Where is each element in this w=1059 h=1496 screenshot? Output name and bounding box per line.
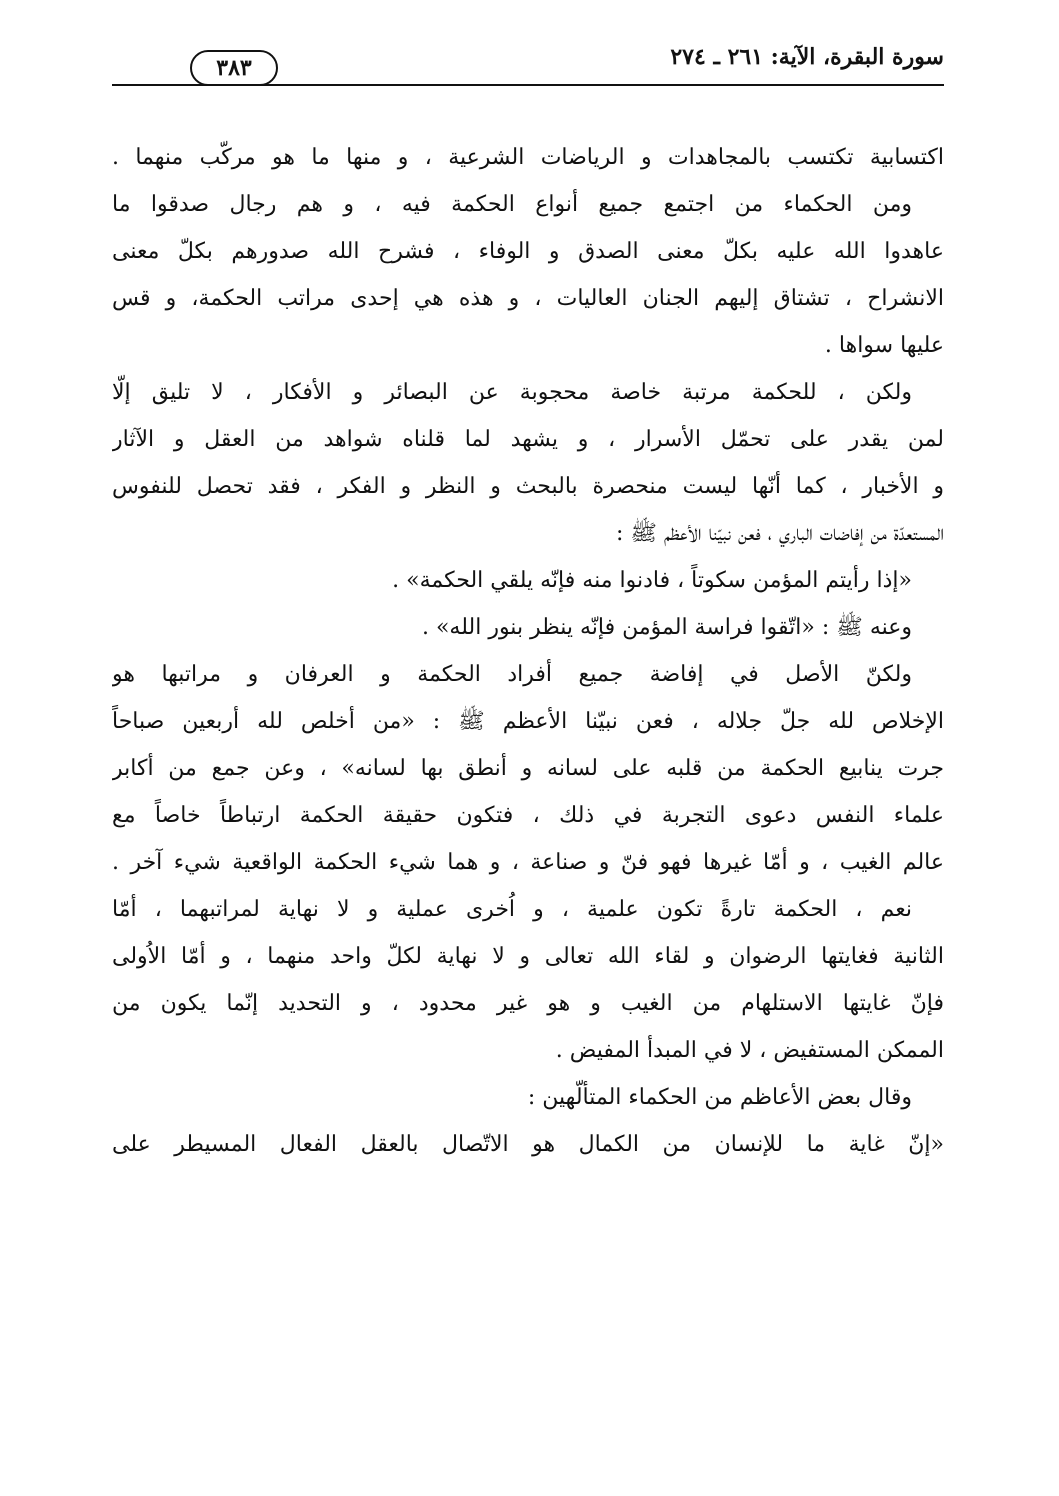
text-line: الثانية فغايتها الرضوان و لقاء الله تعالى و لا نهاية لكلّ واحد منهما ، و أمّا الاُولى (112, 944, 944, 969)
text-line: ولكن ، للحكمة مرتبة خاصة محجوبة عن البصائر و الأفكار ، لا تليق إلّا (112, 380, 912, 405)
text-line: علماء النفس دعوى التجربة في ذلك ، فتكون حقيقة الحكمة ارتباطاً خاصاً مع (112, 803, 944, 828)
text-line: وعنه ﷺ : «اتّقوا فراسة المؤمن فإنّه ينظر بنور الله» . (421, 615, 912, 640)
body-text (112, 134, 944, 1168)
text-line: الإخلاص لله جلّ جلاله ، فعن نبيّنا الأعظم ﷺ : «من أخلص لله أربعين صباحاً (112, 709, 944, 734)
text-line: عاهدوا الله عليه بكلّ معنى الصدق و الوفاء ، فشرح الله صدورهم بكلّ معنى (112, 239, 944, 264)
text-line: و الأخبار ، كما أنّها ليست منحصرة بالبحث و النظر و الفكر ، فقد تحصل للنفوس (112, 474, 944, 499)
running-title: سورة البقرة، الآية: ٢٦١ ـ ٢٧٤ (670, 44, 944, 70)
text-line: نعم ، الحكمة تارةً تكون علمية ، و اُخرى عملية و لا نهاية لمراتبهما ، أمّا (112, 897, 912, 922)
text-line: لمن يقدر على تحمّل الأسرار ، و يشهد لما قلناه شواهد من العقل و الآثار (112, 427, 944, 452)
text-line: ومن الحكماء من اجتمع جميع أنواع الحكمة فيه ، و هم رجال صدقوا ما (112, 192, 912, 217)
text-line: الانشراح ، تشتاق إليهم الجنان العاليات ، و هذه هي إحدى مراتب الحكمة، و قس (112, 286, 944, 311)
text-line: «إنّ غاية ما للإنسان من الكمال هو الاتّصال بالعقل الفعال المسيطر على (112, 1132, 944, 1157)
text-line: «إذا رأيتم المؤمن سكوتاً ، فادنوا منه فإنّه يلقي الحكمة» . (392, 568, 912, 593)
text-line: فإنّ غايتها الاستلهام من الغيب و هو غير محدود ، و التحديد إنّما يكون من (112, 991, 944, 1016)
text-line: الممكن المستفيض ، لا في المبدأ المفيض . (555, 1038, 944, 1063)
text-line: جرت ينابيع الحكمة من قلبه على لسانه و أنطق بها لسانه» ، وعن جمع من أكابر (112, 756, 944, 781)
text-line: وقال بعض الأعاظم من الحكماء المتألّهين : (527, 1085, 912, 1110)
text-line: اكتسابية تكتسب بالمجاهدات و الرياضات الشرعية ، و منها ما هو مركّب منهما . (112, 145, 944, 170)
text-line: عليها سواها . (824, 333, 944, 358)
page-number: ٣٨٣ (190, 50, 278, 86)
text-line: المستعدّة من إفاضات الباري ، فعن نبيّنا الأعظم ﷺ : (616, 521, 944, 546)
page-header (112, 38, 944, 98)
text-line: ولكنّ الأصل في إفاضة جميع أفراد الحكمة و العرفان و مراتبها هو (112, 662, 912, 687)
text-line: عالم الغيب ، و أمّا غيرها فهو فنّ و صناعة ، و هما شيء الحكمة الواقعية شيء آخر . (112, 850, 944, 875)
